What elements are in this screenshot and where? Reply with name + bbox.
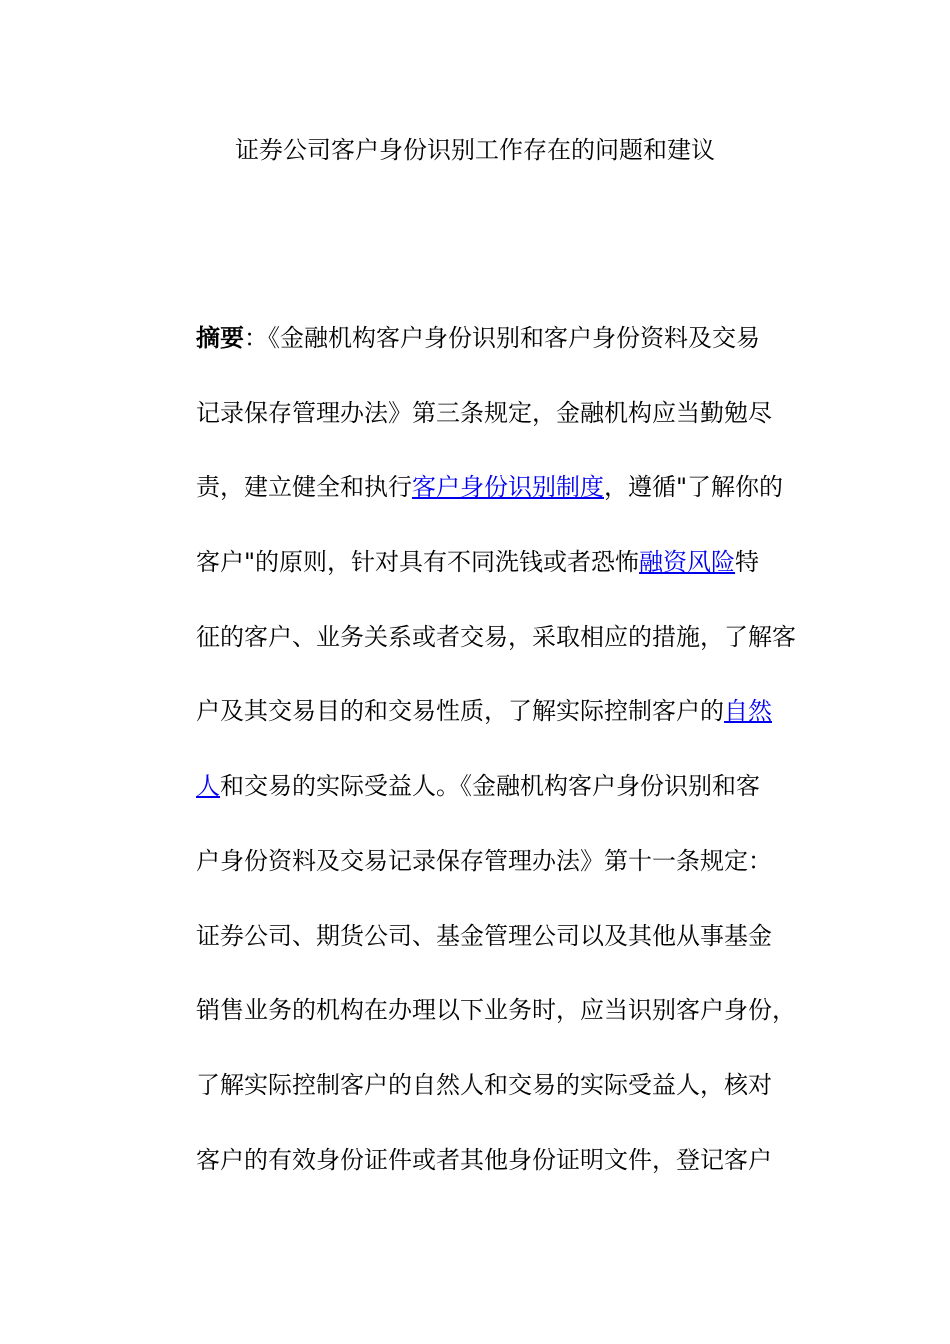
text-line-10: [196, 990, 836, 1065]
abstract-colon: ：: [244, 324, 268, 352]
text-line-3: [196, 467, 836, 542]
text-line-6: [196, 691, 836, 766]
line-12-text: 客户的有效身份证件或者其他身份证明文件，登记客户: [196, 1145, 772, 1174]
line-3-post: ，遵循"了解你的: [604, 473, 784, 502]
line-4-post: 特: [735, 548, 760, 577]
text-line-2: [196, 393, 836, 468]
text-line-11: [196, 1065, 836, 1140]
line-4-pre: 客户"的原则，针对具有不同洗钱或者恐怖: [196, 548, 640, 577]
line-7-post: 和交易的实际受益人。《金融机构客户身份识别和客: [220, 772, 760, 801]
text-line-8: [196, 841, 836, 916]
line-2-text: 记录保存管理办法》第三条规定，金融机构应当勤勉尽: [196, 398, 772, 427]
line-9-text: 证券公司、期货公司、基金管理公司以及其他从事基金: [196, 921, 772, 950]
text-line-4: [196, 542, 836, 617]
link-natural-person-part1[interactable]: 自然: [724, 697, 772, 726]
text-line-1: [196, 318, 836, 393]
document-title: 证券公司客户身份识别工作存在的问题和建议: [235, 136, 715, 164]
text-line-5: [196, 617, 836, 692]
line-6-pre: 户及其交易目的和交易性质，了解实际控制客户的: [196, 697, 724, 726]
text-line-9: [196, 916, 836, 991]
line-1-text: 《金融机构客户身份识别和客户身份资料及交易: [268, 324, 760, 352]
abstract-label: 摘要: [196, 324, 244, 352]
line-10-text: 销售业务的机构在办理以下业务时，应当识别客户身份，: [196, 996, 796, 1025]
line-11-text: 了解实际控制客户的自然人和交易的实际受益人，核对: [196, 1070, 772, 1099]
abstract-paragraph: [196, 318, 836, 1214]
link-financing-risk[interactable]: 融资风险: [639, 548, 736, 577]
line-8-text: 户身份资料及交易记录保存管理办法》第十一条规定：: [196, 846, 772, 875]
link-natural-person-part2[interactable]: 人: [196, 772, 220, 801]
link-customer-identification-system[interactable]: 客户身份识别制度: [412, 473, 604, 502]
line-5-text: 征的客户、业务关系或者交易，采取相应的措施，了解客: [196, 622, 796, 651]
text-line-12: [196, 1140, 836, 1215]
line-3-pre: 责，建立健全和执行: [196, 473, 412, 502]
text-line-7: [196, 766, 836, 841]
